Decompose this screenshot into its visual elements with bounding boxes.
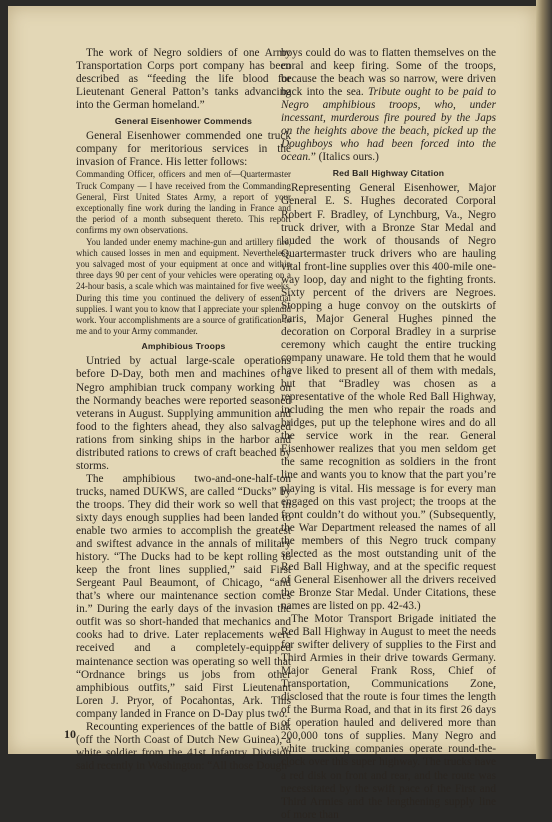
paragraph: The Motor Transport Brigade initiated the Red Ball Highway in August to meet the needs for swifter delivery of supplies to the First and Third Armies in their drive towards Germany. Major General Frank Ross, Chief of Transportation, Communications Zone, disclosed that the route is four times the length of the Burma Road, and that in its first 26 days of operation hauled and delivered more than 200,000 tons of supplies. Many Negro and white trucking companies operate round-the-clock over this super highway. The trucks have a red disk on front and rear, and the route was necessitated by the swift pace of the First and Third Armies and the lengthening supply line of more than [281,612,496,821]
paragraph: Untried by actual large-scale operations before D-Day, both men and machines of a Negro amphibian truck company working on the Normandy beaches were reported seasoned veterans in August. Supplying ammunition and food to the fighters ahead, they also salvaged rations from sinking ships in the harbor and distributed rations to crews of craft beached by storms. [76,355,291,472]
left-column [76,47,291,773]
section-heading: Red Ball Highway Citation [332,168,445,179]
paragraph: General Eisenhower commended one truck company for meritorious services in the invasion of France. His letter follows: [76,130,291,169]
page-number: 10 [64,727,76,741]
letter-text: You landed under enemy machine-gun and artillery fire, which caused losses in men and equipment. Nevertheless, you salvaged most of your equipment at once and within three days 90 per cent of your vehicles were operating on a 24-hour basis, a scale which was maintained for five weeks. During this time you continued the delivery of essential supplies. I want you to know that I appreciate your splendid work. Your accomplishments are a source of gratification to me and to your Army commander. [76,236,291,337]
italic-quote: Tribute ought to be paid to Negro amphibious troops, who, under incessant, murderous fire poured by the Japs on the heights above the beach, picked up the Doughboys who had been forced into the ocean. [281,86,496,164]
paragraph [281,47,496,164]
book-binding [536,0,552,759]
section-heading: General Eisenhower Commends [114,116,253,127]
paragraph: Representing General Eisenhower, Major General E. S. Hughes decorated Corporal Robert F. Bradley, of Lynchburg, Va., Negro truck driver, with a Bronze Star Medal and lauded the work of thousands of Negro Quartermaster truck drivers who are hauling vital front-line supplies over this 400-mile one-way loop, day and night to the fighting fronts. Sixty percent of the drivers are Negroes. Stopping a huge convoy on the outskirts of Paris, Major General Hughes pinned the decoration on Corporal Bradley in a surprise ceremony which caught the entire trucking company unaware. He told them that he would have liked to present all of them with medals, but that “Bradley was chosen as a representative of the whole Red Ball Highway, including the men who repair the roads and bridges, put up the telephone wires and do all the service work in the rear. General Eisenhower realizes that you men seldom get the same recognition as soldiers in the front line and wants you to know that the part you’re playing is vital. His message is for every man engaged on this vast project; the troops at the front couldn’t do without you.” (Subsequently, the War Department released the names of all the members of this Negro truck company selected as the most outstanding unit of the Red Ball Highway, and at the specific request of General Eisenhower all the drivers received the Bronze Star Medal. Under Citations, these names are listed on pp. 42-43.) [281,182,496,612]
section-heading: Amphibious Troops [141,341,226,352]
paragraph-text: ” (Italics ours.) [310,151,379,164]
paragraph-text: boys could do was to flatten themselves on the coral and keep firing. Some of the troops, because the beach was so narrow, were driven back into the sea. [281,47,496,99]
paragraph: Recounting experiences of the battle of Biak (off the North Coast of Dutch New Guinea), a white soldier from the 41st Infantry Division said recently in Washington: “All those Dough- [76,720,291,772]
letter-text: Commanding Officer, officers and men of—Quartermaster Truck Company — I have received from the Commanding General, First United States Army, a report of your exceptionally fine work during the landing in France and the period of a month subsequent thereto. This report confirms my own observations. [76,169,291,236]
right-column [281,47,496,822]
paragraph: The work of Negro soldiers of one Army Transportation Corps port company has been described as “feeding the life blood for Lieutenant General Patton’s tanks advancing into the German homeland.” [76,47,291,112]
paragraph: The amphibious two-and-one-half-ton trucks, named DUKWS, are called “Ducks” by the troops. They did their work so well that in sixty days enough supplies had been landed to enable two armies to accomplish the greatest and swiftest advance in the annals of military history. “The Ducks had to be kept rolling to keep the front lines supplied,” said First Sergeant Paul Beaumont, of Chicago, “and that’s where our maintenance section comes in.” During the early days of the invasion the outfit was so short-handed that mechanics and cooks had to drive. Later replacements were received and a completely-equipped maintenance section was operating so well that “Ordnance brings us jobs from other amphibious outfits,” said First Lieutenant Loren J. Pryor, of Pocahontas, Ark. This company landed in France on D-Day plus two. [76,472,291,720]
